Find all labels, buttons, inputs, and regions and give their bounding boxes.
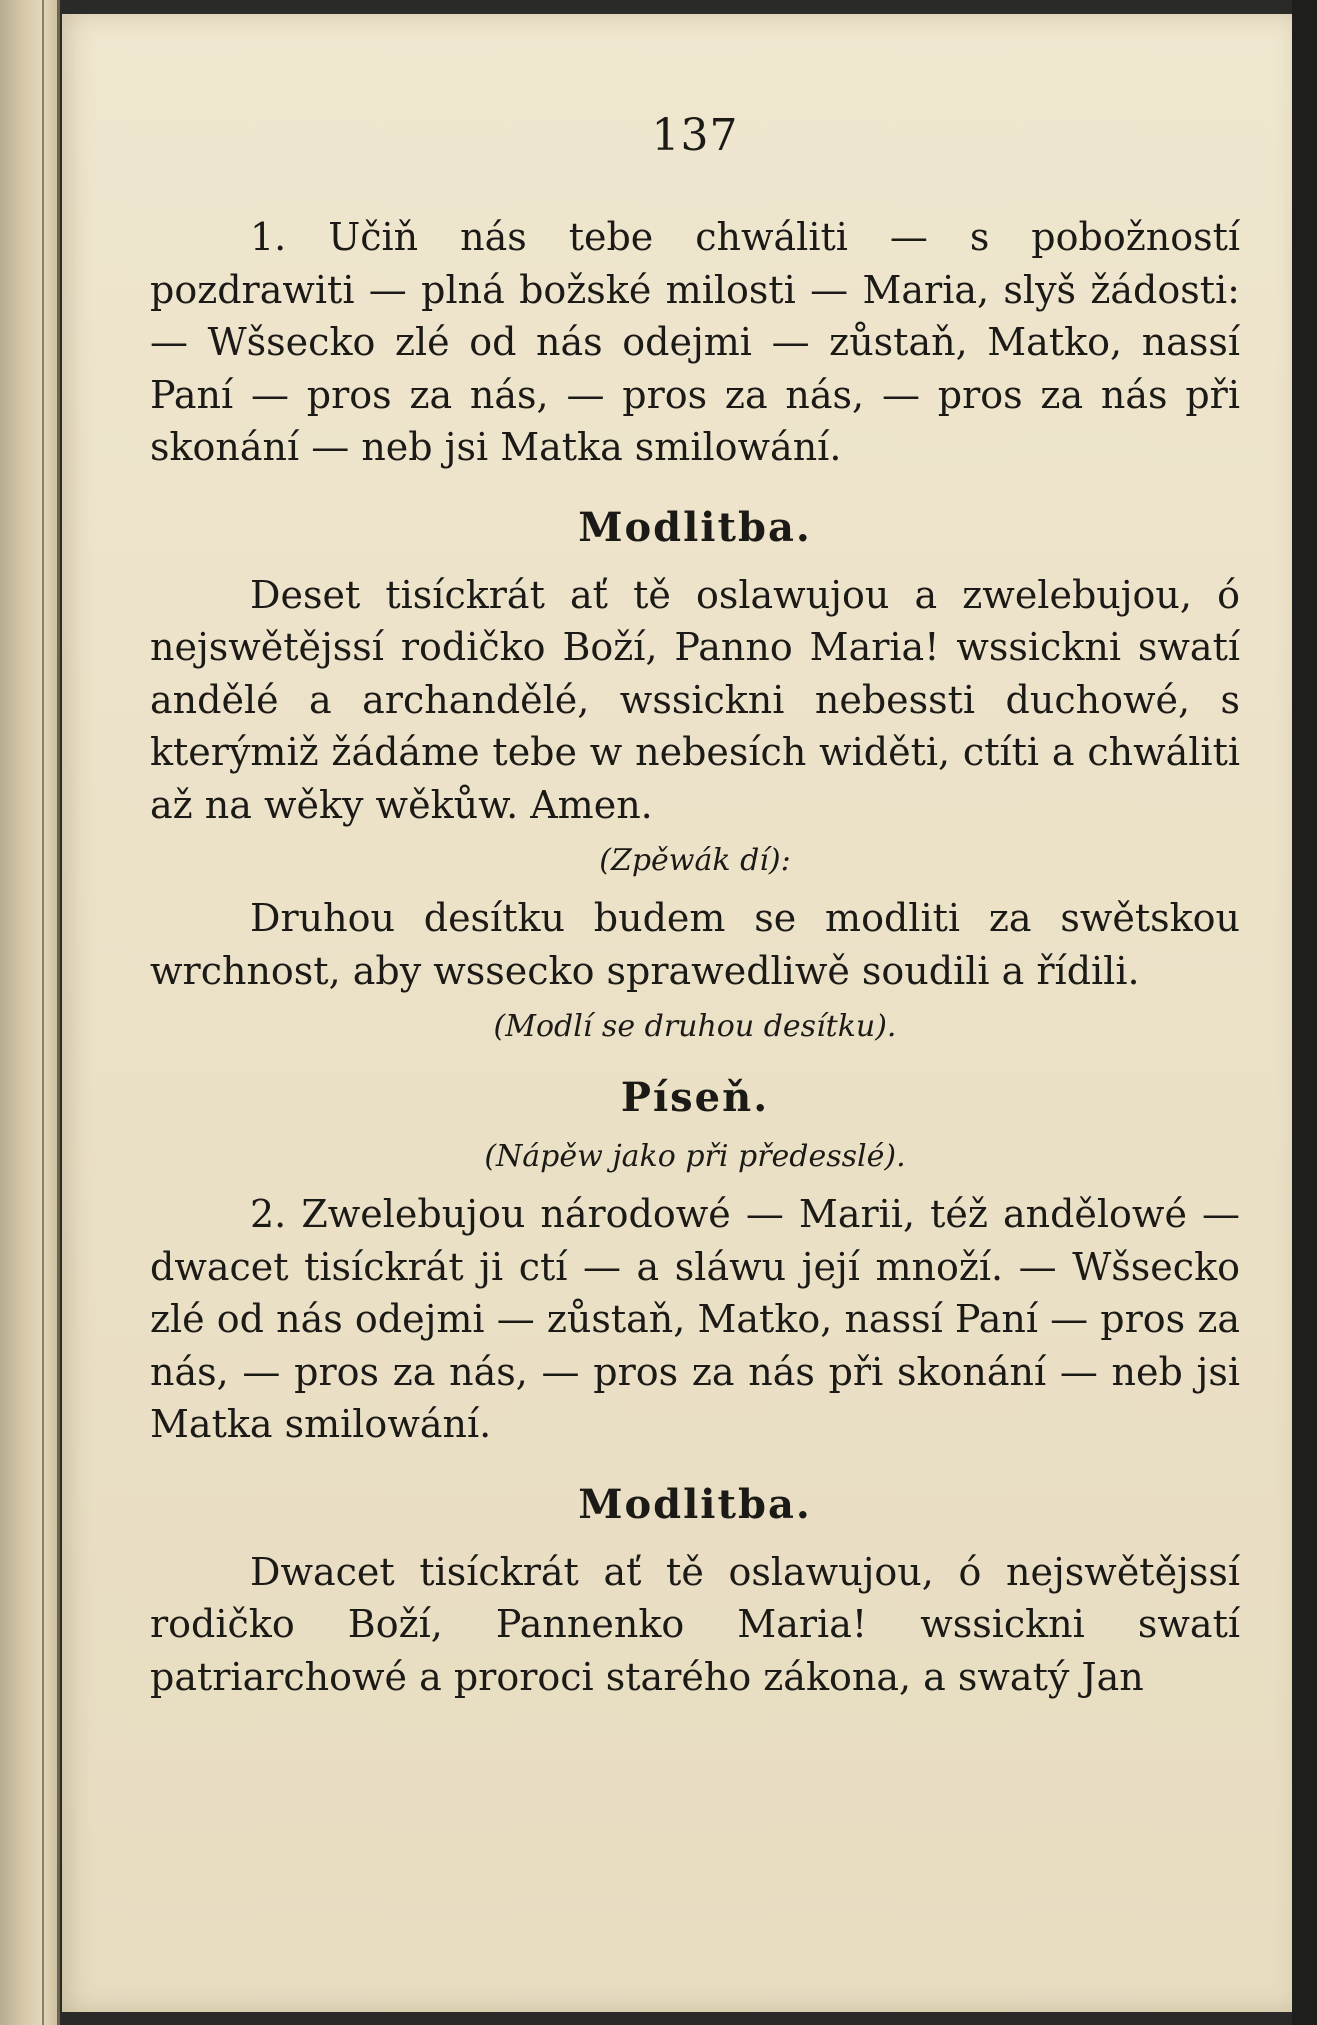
book-spine	[0, 0, 60, 2025]
page-edge-shadow	[1292, 0, 1317, 2025]
page-number: 137	[651, 110, 739, 161]
song-heading: Píseň.	[620, 1074, 770, 1121]
page-text	[150, 110, 1240, 1703]
gutter-line	[42, 0, 44, 2025]
cantor-note: (Zpěwák dí):	[599, 843, 791, 878]
decade-note: (Modlí se druhou desítku).	[493, 1009, 897, 1044]
prayer-heading-1: Modlitba.	[578, 503, 812, 551]
prayer-heading-2: Modlitba.	[578, 1480, 812, 1528]
hymn-stanza-1: 1. Učiň nás tebe chwáliti — s pobožností pozdrawiti — plná božské milosti — Maria, slyš žádosti: — Wšsecko zlé od nás odejmi — zůstaň, Matko, nassí Paní — pros za nás, — pros za nás, — pros za nás při skonání — neb jsi Matka smilowání.	[150, 215, 1240, 469]
decade-announcement: Druhou desítku budem se modliti za swětskou wrchnost, aby wssecko sprawedliwě soudili a řídili.	[150, 896, 1240, 993]
melody-note: (Nápěw jako při předesslé).	[484, 1139, 906, 1174]
hymn-stanza-2: 2. Zwelebujou národowé — Marii, též andělowé — dwacet tisíckrát ji ctí — a sláwu její množí. — Wšsecko zlé od nás odejmi — zůstaň, Matko, nassí Paní — pros za nás, — pros za nás, — pros za nás při skonání — neb jsi Matka smilowání.	[150, 1192, 1240, 1446]
prayer-paragraph-2: Dwacet tisíckrát ať tě oslawujou, ó nejswětějssí rodičko Boží, Pannenko Maria! wssickni swatí patriarchowé a proroci starého zákona, a swatý Jan	[150, 1549, 1240, 1699]
prayer-paragraph-1: Deset tisíckrát ať tě oslawujou a zwelebujou, ó nejswětějssí rodičko Boží, Panno Maria! wssickni swatí andělé a archandělé, wssickni nebessti duchowé, s kterýmiž žádáme tebe w nebesích widěti, ctíti a chwáliti až na wěky wěkůw. Amen.	[150, 572, 1240, 827]
